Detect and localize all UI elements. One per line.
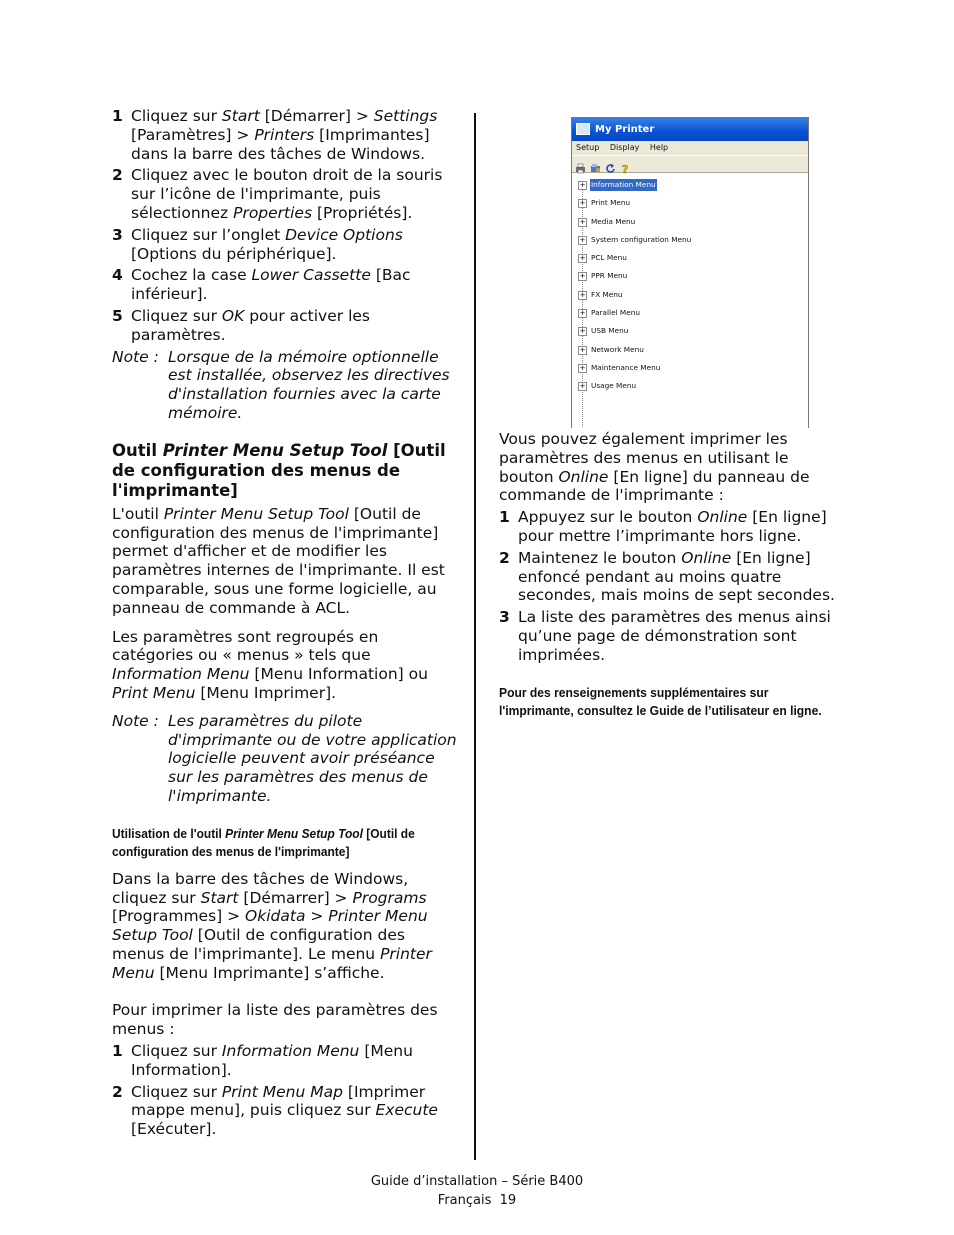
tree-node[interactable] (572, 359, 808, 377)
note-text: Lorsque de la mémoire optionnelle est installée, observez les directives d'installation fournies avec la carte mémoire. (168, 347, 450, 422)
expand-icon[interactable]: + (579, 199, 586, 208)
tree-node[interactable] (572, 194, 808, 212)
text-run: [En ligne] enfoncé pendant au moins quatre secondes, mais moins de sept secondes. (518, 548, 835, 605)
menu-tree (572, 173, 808, 396)
step-number: 4 (112, 266, 123, 285)
emphasis-text: Printer Menu (112, 944, 432, 982)
tree-node-label[interactable]: FX Menu (591, 289, 623, 299)
text-run: [Bac inférieur]. (131, 266, 411, 304)
text-run: [En ligne] du panneau de commande de l'imprimante : (499, 467, 810, 505)
steps-online (499, 508, 844, 664)
bold-note-more-info: Pour des renseignements supplémentaires sur l'imprimante, consultez le Guide de l’utilisateur en ligne. (499, 684, 822, 719)
step-item (499, 608, 844, 664)
emphasis-text: Device Options (285, 225, 403, 244)
settings-icon[interactable] (590, 159, 601, 170)
step-item (112, 1042, 458, 1080)
emphasis-text: Start (200, 888, 239, 907)
footer-title: Guide d’installation – Série B400 (370, 1174, 584, 1189)
step-text (518, 508, 827, 545)
tree-node[interactable] (572, 176, 808, 194)
tree-node[interactable] (572, 267, 808, 285)
text-run: Cliquez sur (131, 1082, 222, 1101)
emphasis-text: Start (221, 107, 260, 125)
tree-node-label[interactable]: System configuration Menu (591, 234, 692, 244)
step-text (131, 1042, 413, 1079)
text-run: [Imprimantes] dans la barre des tâches de Windows. (131, 125, 430, 163)
expand-icon[interactable]: + (579, 345, 586, 354)
note-text: Les paramètres du pilote d'imprimante ou de votre application logicielle peuvent avoir préséance sur les paramètres des menus de l'imprimante. (168, 711, 457, 805)
section-heading (112, 441, 458, 501)
expand-icon[interactable]: + (579, 382, 586, 391)
text-run: [Menu Information]. (131, 1042, 413, 1079)
step-number: 3 (112, 225, 123, 244)
window-toolbar (572, 155, 808, 173)
text-run: Cochez la case (131, 266, 252, 285)
emphasis-text: Online (681, 548, 732, 567)
text-run: Cliquez avec le bouton droit de la souris sur l’icône de l'imprimante, puis sélectionnez (131, 166, 443, 222)
step-item (499, 508, 844, 546)
menu-help[interactable]: Help (649, 143, 669, 152)
step-number: 5 (112, 306, 123, 325)
step-item (112, 226, 458, 264)
tree-node[interactable] (572, 249, 808, 267)
step-text (131, 226, 403, 263)
step-text (131, 166, 442, 222)
text-run: [Options du périphérique]. (131, 244, 337, 263)
text-run: [Imprimer mappe menu], puis cliquez sur (131, 1082, 426, 1120)
emphasis-text: Print Menu (112, 683, 196, 702)
text-run: [Démarrer] > (259, 107, 374, 125)
expand-icon[interactable]: + (579, 327, 586, 336)
text-run: [Programmes] > (112, 907, 246, 926)
expand-icon[interactable]: + (579, 363, 586, 372)
note-memory (112, 348, 458, 423)
window-menubar (572, 141, 808, 155)
expand-icon[interactable]: + (579, 181, 586, 189)
step-number: 1 (112, 1042, 123, 1061)
text-run: L'outil (112, 504, 164, 523)
expand-icon[interactable]: + (579, 217, 586, 226)
tree-node-label[interactable]: Information Menu (591, 180, 656, 189)
text-run: [Outil de configuration des menus de l'imprimante] (112, 825, 415, 859)
expand-icon[interactable]: + (579, 290, 586, 299)
text-run: Maintenez le bouton (518, 548, 682, 567)
tree-node[interactable] (572, 377, 808, 395)
text-run: Outil (112, 440, 163, 460)
text-run: [Menu Information] ou (249, 665, 428, 684)
window-titlebar (572, 117, 808, 141)
emphasis-text: Properties (233, 203, 313, 222)
step-text (518, 608, 831, 664)
text-run: [Menu Imprimer]. (195, 683, 337, 702)
step-item (112, 1083, 458, 1139)
step-item (499, 549, 844, 605)
tree-node[interactable] (572, 213, 808, 231)
text-run: Cliquez sur (131, 1042, 222, 1061)
emphasis-text: Information Menu (112, 665, 250, 684)
step-item (112, 107, 458, 163)
text-run: Dans la barre des tâches de Windows, cliquez sur (112, 869, 409, 907)
emphasis-text: Online (697, 508, 748, 527)
tree-node-label[interactable]: Media Menu (591, 216, 636, 226)
text-run: [Propriétés]. (312, 203, 413, 222)
tree-node[interactable] (572, 286, 808, 304)
column-divider (474, 113, 476, 1160)
text-run: [Outil de configuration des menus de l'imprimante]. Le menu (112, 926, 405, 963)
step-number: 2 (112, 166, 123, 185)
paragraph-open-tool (112, 870, 458, 983)
paragraph-online (499, 430, 844, 505)
printer-menu-window (571, 117, 809, 428)
tree-node-label[interactable]: PCL Menu (591, 253, 627, 263)
tree-node[interactable] (572, 341, 808, 359)
text-run: [Exécuter]. (131, 1120, 217, 1139)
footer-page: Français 19 (437, 1193, 517, 1208)
paragraph-print-list: Pour imprimer la liste des paramètres des menus : (112, 1001, 438, 1039)
step-text (131, 307, 370, 344)
tree-node-label[interactable]: Print Menu (591, 198, 631, 208)
text-run: [Démarrer] > (238, 888, 353, 907)
expand-icon[interactable]: + (579, 272, 586, 281)
emphasis-text: Printer Menu Setup Tool (163, 504, 349, 523)
step-text (131, 266, 411, 303)
text-run: pour activer les paramètres. (131, 306, 370, 344)
right-column (499, 430, 844, 721)
text-run: [Menu Imprimante] s’affiche. (154, 963, 385, 982)
text-run: Cliquez sur (131, 306, 222, 325)
svg-text:?: ? (622, 162, 629, 174)
step-number: 1 (499, 508, 510, 527)
emphasis-text: Programs (352, 888, 427, 907)
emphasis-text: Information Menu (221, 1042, 360, 1061)
step-text (131, 1083, 438, 1139)
help-icon[interactable] (620, 159, 631, 174)
text-run: Utilisation de l'outil (112, 825, 226, 841)
tree-node-label[interactable]: Maintenance Menu (591, 362, 661, 372)
left-column (112, 107, 458, 1142)
text-run: [En ligne] pour mettre l’imprimante hors ligne. (518, 508, 827, 545)
tree-node-label[interactable]: Network Menu (591, 344, 644, 354)
printer-icon[interactable] (575, 159, 586, 170)
tree-node-label[interactable]: USB Menu (591, 326, 629, 336)
step-text (131, 107, 437, 163)
text-run: [Outil de configuration des menus de l'imprimante] (112, 440, 446, 500)
emphasis-text: Online (558, 467, 609, 486)
text-run: [Paramètres] > (131, 125, 255, 144)
steps-enable-cassette (112, 107, 458, 345)
tree-node[interactable] (572, 231, 808, 249)
step-number: 3 (499, 608, 510, 627)
emphasis-text: Printer Menu Setup Tool (225, 825, 363, 841)
step-item (112, 166, 458, 222)
expand-icon[interactable]: + (579, 235, 586, 244)
emphasis-text: OK (221, 306, 245, 325)
step-number: 2 (499, 548, 510, 567)
step-item (112, 307, 458, 345)
text-run: Cliquez sur (131, 107, 222, 125)
step-text (518, 549, 835, 605)
text-run: La liste des paramètres des menus ainsi qu’une page de démonstration sont imprimées. (518, 608, 831, 664)
tree-node-label[interactable]: Parallel Menu (591, 308, 640, 318)
tree-node[interactable] (572, 322, 808, 340)
note-driver (112, 712, 458, 806)
text-run: Appuyez sur le bouton (518, 508, 698, 527)
text-run: Cliquez sur l’onglet (131, 225, 286, 244)
emphasis-text: Printers (254, 125, 315, 144)
paragraph-categories (112, 628, 458, 703)
menu-display[interactable]: Display (609, 143, 640, 152)
note-label: Note : (112, 347, 159, 366)
emphasis-text: Execute (375, 1101, 438, 1120)
emphasis-text: Settings (373, 107, 438, 125)
expand-icon[interactable]: + (579, 309, 586, 318)
text-run: Vous pouvez également imprimer les paramètres des menus en utilisant le bouton (499, 430, 789, 486)
refresh-icon[interactable] (605, 159, 616, 170)
step-item (112, 266, 458, 304)
subheading-usage (112, 825, 457, 861)
emphasis-text: Lower Cassette (251, 266, 371, 285)
steps-print-list (112, 1042, 458, 1139)
tree-node-label[interactable]: PPR Menu (591, 271, 628, 281)
window-title: My Printer (595, 123, 655, 135)
text-run: > (305, 907, 329, 926)
printer-icon (576, 123, 590, 135)
expand-icon[interactable]: + (579, 254, 586, 263)
emphasis-text: Print Menu Map (221, 1082, 343, 1101)
note-label: Note : (112, 711, 159, 730)
step-number: 2 (112, 1082, 123, 1101)
emphasis-text: Printer Menu Setup Tool (162, 440, 388, 460)
paragraph-intro (112, 505, 458, 618)
step-number: 1 (112, 107, 123, 125)
menu-setup[interactable]: Setup (576, 143, 600, 152)
emphasis-text: Printer Menu Setup Tool (112, 907, 428, 945)
tree-node[interactable] (572, 304, 808, 322)
emphasis-text: Okidata (245, 907, 306, 926)
text-run: [Outil de configuration des menus de l'imprimante] permet d'afficher et de modifier les paramètres internes de l'imprimante. Il est comparable, sous une forme logicielle, au panneau de commande à ACL. (112, 504, 445, 617)
tree-node-label[interactable]: Usage Menu (591, 381, 637, 391)
text-run: Les paramètres sont regroupés en catégories ou « menus » tels que (112, 627, 379, 665)
